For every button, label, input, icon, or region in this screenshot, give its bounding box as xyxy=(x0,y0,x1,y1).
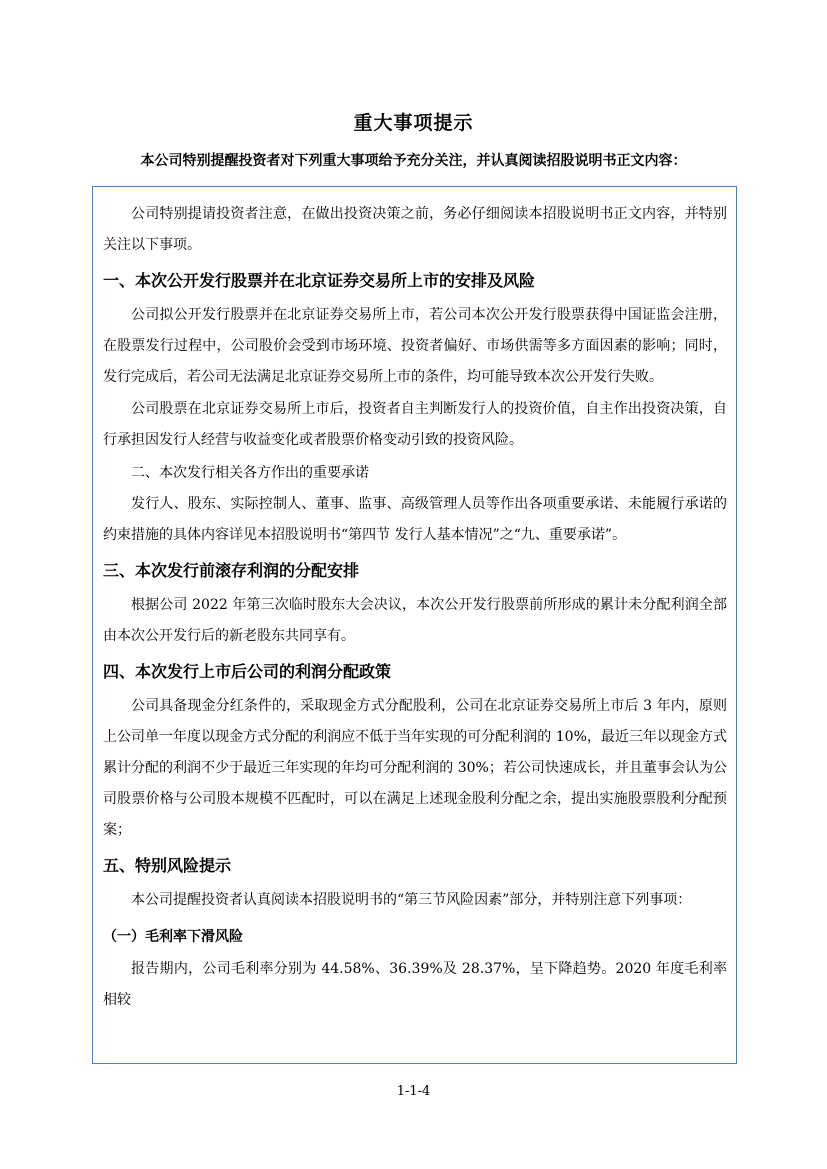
opening-paragraph: 公司特别提请投资者注意，在做出投资决策之前，务必仔细阅读本招股说明书正文内容，并特别关注以下事项。 xyxy=(103,206,727,253)
section-1-paragraph-2: 公司股票在北京证券交易所上市后，投资者自主判断发行人的投资价值，自主作出投资决策，自行承担因发行人经营与收益变化或者股票价格变动引致的投资风险。 xyxy=(103,401,727,448)
intro-statement: 本公司特别提醒投资者对下列重大事项给予充分关注，并认真阅读招股说明书正文内容： xyxy=(140,153,687,169)
section-2-paragraph-1: 发行人、股东、实际控制人、董事、监事、高级管理人员等作出各项重要承诺、未能履行承诺的约束措施的具体内容详见本招股说明书“第四节 发行人基本情况”之“九、重要承诺”。 xyxy=(103,496,727,543)
subsection-1-paragraph-1: 报告期内，公司毛利率分别为 44.58%、36.39%及 28.37%，呈下降趋势。2020 年度毛利率相较 xyxy=(103,961,727,1008)
section-3-paragraph-1: 根据公司 2022 年第三次临时股东大会决议，本次公开发行股票前所形成的累计未分配利润全部由本次公开发行后的新老股东共同享有。 xyxy=(103,597,727,644)
notice-box xyxy=(92,186,737,1064)
page-title: 重大事项提示 xyxy=(353,112,474,134)
section-5-heading: 五、特别风险提示 xyxy=(103,856,232,875)
subsection-1-heading: （一）毛利率下滑风险 xyxy=(103,929,243,945)
section-1-paragraph-1: 公司拟公开发行股票并在北京证券交易所上市，若公司本次公开发行股票获得中国证监会注册，在股票发行过程中，公司股价会受到市场环境、投资者偏好、市场供需等多方面因素的影响；同时，发行完成后，若公司无法满足北京证券交易所上市的条件，均可能导致本次公开发行失败。 xyxy=(103,307,727,385)
section-3-heading: 三、本次发行前滚存利润的分配安排 xyxy=(103,561,360,580)
section-4-heading: 四、本次发行上市后公司的利润分配政策 xyxy=(103,662,392,681)
page-number: 1-1-4 xyxy=(396,1084,431,1099)
section-2-heading: 二、本次发行相关各方作出的重要承诺 xyxy=(131,465,369,481)
section-4-paragraph-1: 公司具备现金分红条件的，采取现金方式分配股利，公司在北京证券交易所上市后 3 年内，原则上公司单一年度以现金方式分配的利润应不低于当年实现的可分配利润的 10%，最近三年以现金方式累计分配的利润不少于最近三年实现的年均可分配利润的 30%；若公司快速成长，并且董事会认为公司股票价格与公司股本规模不匹配时，可以在满足上述现金股利分配之余，提出实施股票股利分配预案； xyxy=(103,698,727,838)
section-5-paragraph-1: 本公司提醒投资者认真阅读本招股说明书的“第三节风险因素”部分，并特别注意下列事项： xyxy=(131,892,692,908)
section-1-heading: 一、本次公开发行股票并在北京证券交易所上市的安排及风险 xyxy=(103,271,536,290)
